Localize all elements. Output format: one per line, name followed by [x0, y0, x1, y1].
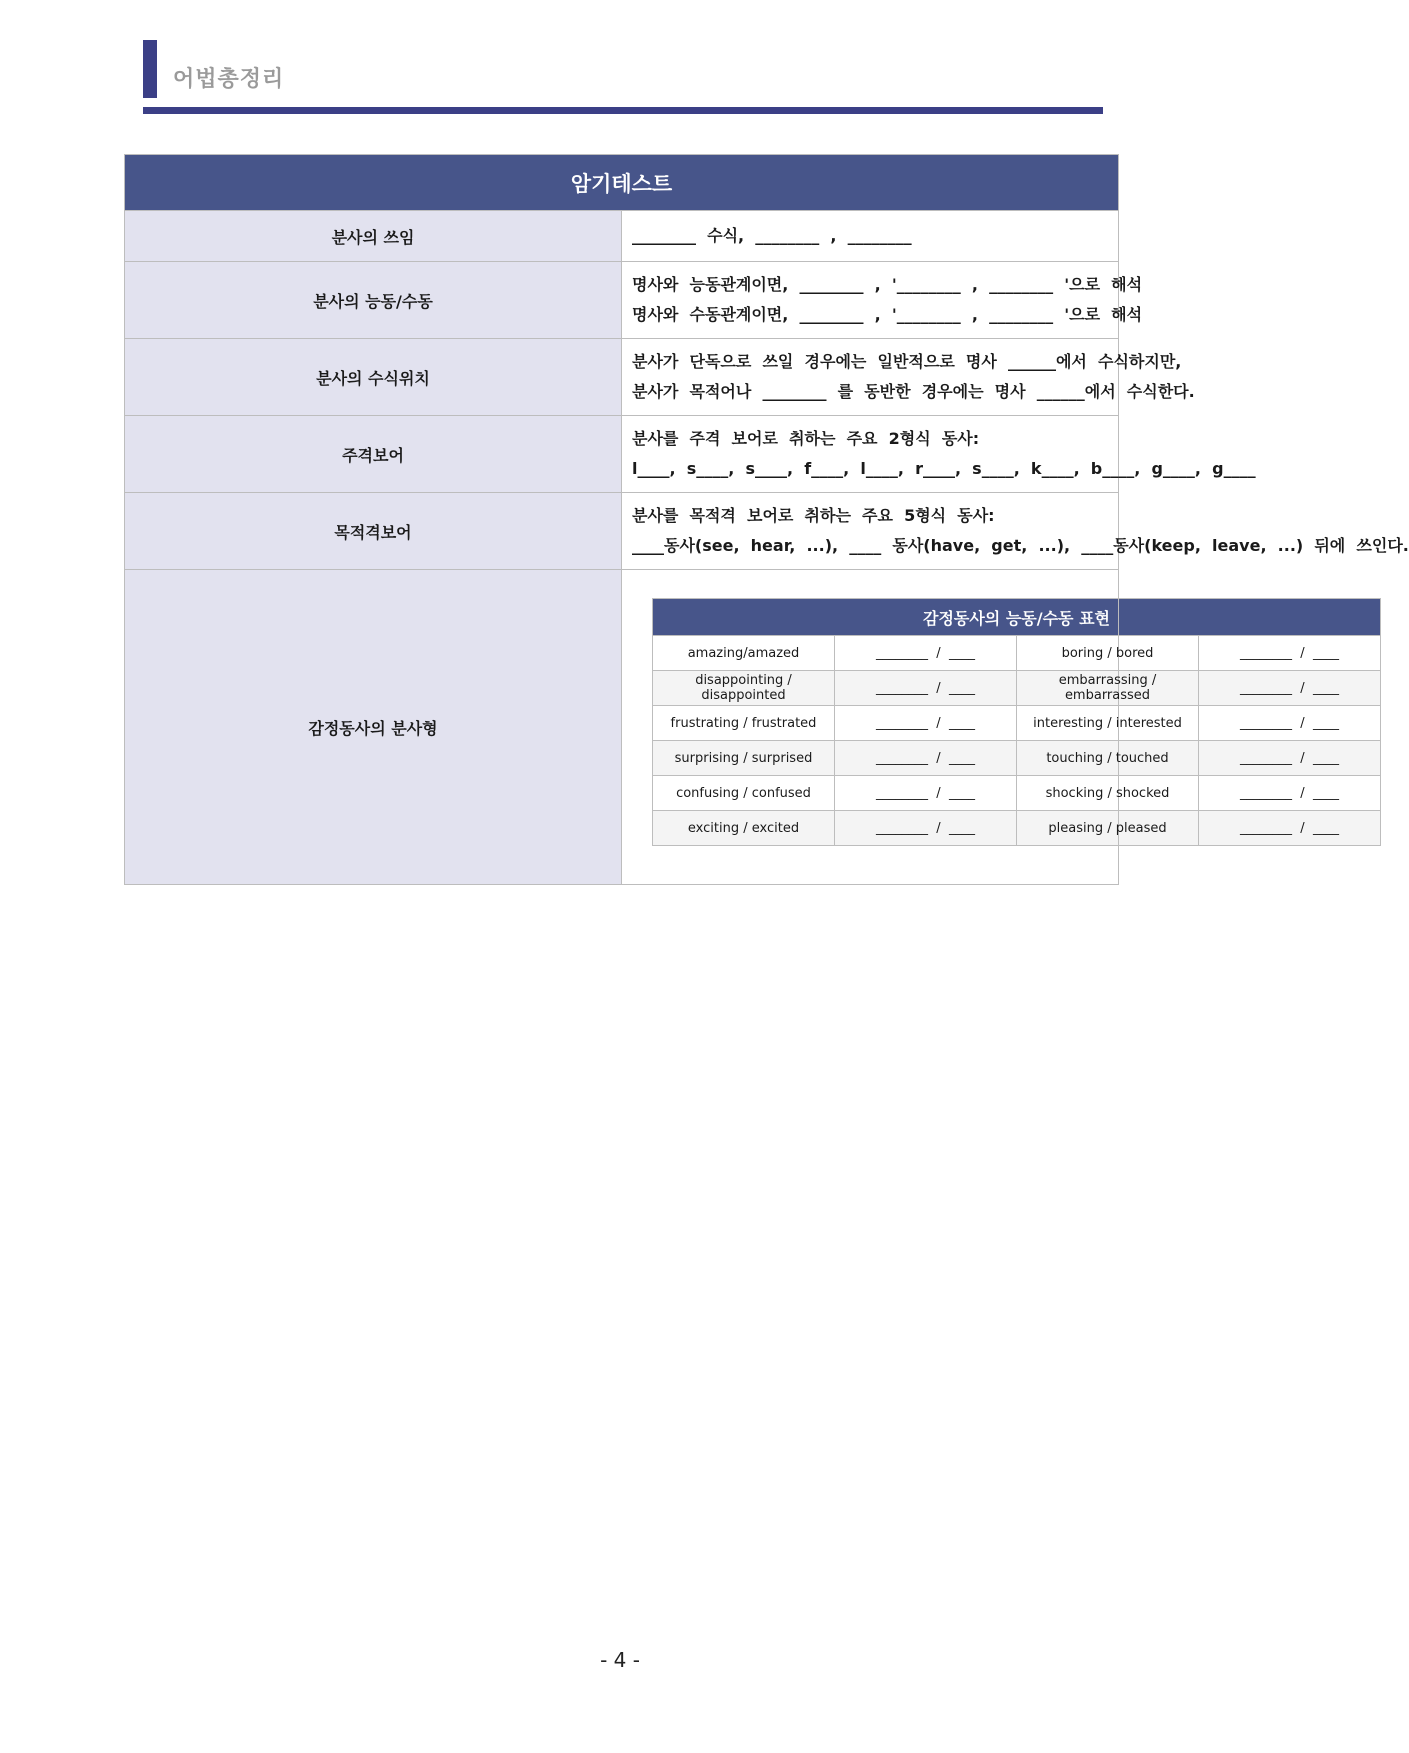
- content-line: 분사를 주격 보어로 취하는 주요 2형식 동사:: [632, 429, 980, 448]
- row-content: [622, 416, 1256, 493]
- emotion-row: [653, 811, 1381, 846]
- answer-blank: ________ / ____: [835, 671, 1017, 706]
- emotion-table-title: 감정동사의 능동/수동 표현: [653, 599, 1381, 636]
- content-line: 분사가 목적어나 ________ 를 동반한 경우에는 명사 ______에서 수식한다.: [632, 382, 1195, 401]
- answer-blank: ________ / ____: [1199, 671, 1381, 706]
- answer-blank: ________ / ____: [1199, 706, 1381, 741]
- answer-blank: ________ / ____: [1199, 776, 1381, 811]
- row-content: [622, 262, 1143, 339]
- emotion-row: [653, 706, 1381, 741]
- word-pair: exciting / excited: [653, 811, 835, 846]
- row-label: 분사의 쓰임: [125, 211, 622, 262]
- word-pair: surprising / surprised: [653, 741, 835, 776]
- header-title: 어법총정리: [173, 67, 285, 92]
- answer-blank: ________ / ____: [835, 741, 1017, 776]
- content-line: ________ 수식, ________ , ________: [632, 226, 912, 245]
- table-row: [125, 262, 1119, 339]
- memory-test-table: [124, 154, 1409, 885]
- word-pair: interesting / interested: [1017, 706, 1199, 741]
- header-rule: [143, 107, 1103, 114]
- memory-test-title: 암기테스트: [125, 155, 1119, 211]
- table-row: [125, 416, 1119, 493]
- answer-blank: ________ / ____: [1199, 811, 1381, 846]
- word-pair: confusing / confused: [653, 776, 835, 811]
- word-pair: pleasing / pleased: [1017, 811, 1199, 846]
- table-row: [125, 493, 1119, 570]
- header-accent-bar: [143, 40, 157, 98]
- word-pair: embarrassing / embarrassed: [1017, 671, 1199, 706]
- table-row: [125, 570, 1119, 885]
- content-line: ____동사(see, hear, ...), ____ 동사(have, get, ...), ____동사(keep, leave, ...) 뒤에 쓰인다.: [632, 536, 1409, 555]
- answer-blank: ________ / ____: [1199, 741, 1381, 776]
- emotion-verb-table: [652, 598, 1381, 846]
- page-number: - 4 -: [600, 1648, 640, 1672]
- content-line: 분사가 단독으로 쓰일 경우에는 일반적으로 명사 ______에서 수식하지만,: [632, 352, 1182, 371]
- emotion-row: [653, 741, 1381, 776]
- row-label: 주격보어: [125, 416, 622, 493]
- word-pair: touching / touched: [1017, 741, 1199, 776]
- answer-blank: ________ / ____: [1199, 636, 1381, 671]
- table-row: [125, 211, 1119, 262]
- emotion-row: [653, 776, 1381, 811]
- word-pair: amazing/amazed: [653, 636, 835, 671]
- content-line: 명사와 수동관계이면, ________ , '________ , ________ '으로 해석: [632, 305, 1143, 324]
- word-pair: frustrating / frustrated: [653, 706, 835, 741]
- row-label: 감정동사의 분사형: [125, 570, 622, 885]
- word-pair: disappointing / disappointed: [653, 671, 835, 706]
- emotion-row: [653, 671, 1381, 706]
- row-content: [622, 570, 1339, 885]
- answer-blank: ________ / ____: [835, 811, 1017, 846]
- word-pair: shocking / shocked: [1017, 776, 1199, 811]
- row-label: 분사의 능동/수동: [125, 262, 622, 339]
- answer-blank: ________ / ____: [835, 776, 1017, 811]
- row-content: [622, 493, 1409, 570]
- answer-blank: ________ / ____: [835, 706, 1017, 741]
- table-row: [125, 339, 1119, 416]
- content-line: 명사와 능동관계이면, ________ , '________ , ________ '으로 해석: [632, 275, 1143, 294]
- row-label: 목적격보어: [125, 493, 622, 570]
- row-label: 분사의 수식위치: [125, 339, 622, 416]
- answer-blank: ________ / ____: [835, 636, 1017, 671]
- word-pair: boring / bored: [1017, 636, 1199, 671]
- content-line: l____, s____, s____, f____, l____, r____, s____, k____, b____, g____, g____: [632, 459, 1256, 478]
- row-content: [622, 211, 1119, 262]
- content-line: 분사를 목적격 보어로 취하는 주요 5형식 동사:: [632, 506, 995, 525]
- emotion-row: [653, 636, 1381, 671]
- row-content: [622, 339, 1195, 416]
